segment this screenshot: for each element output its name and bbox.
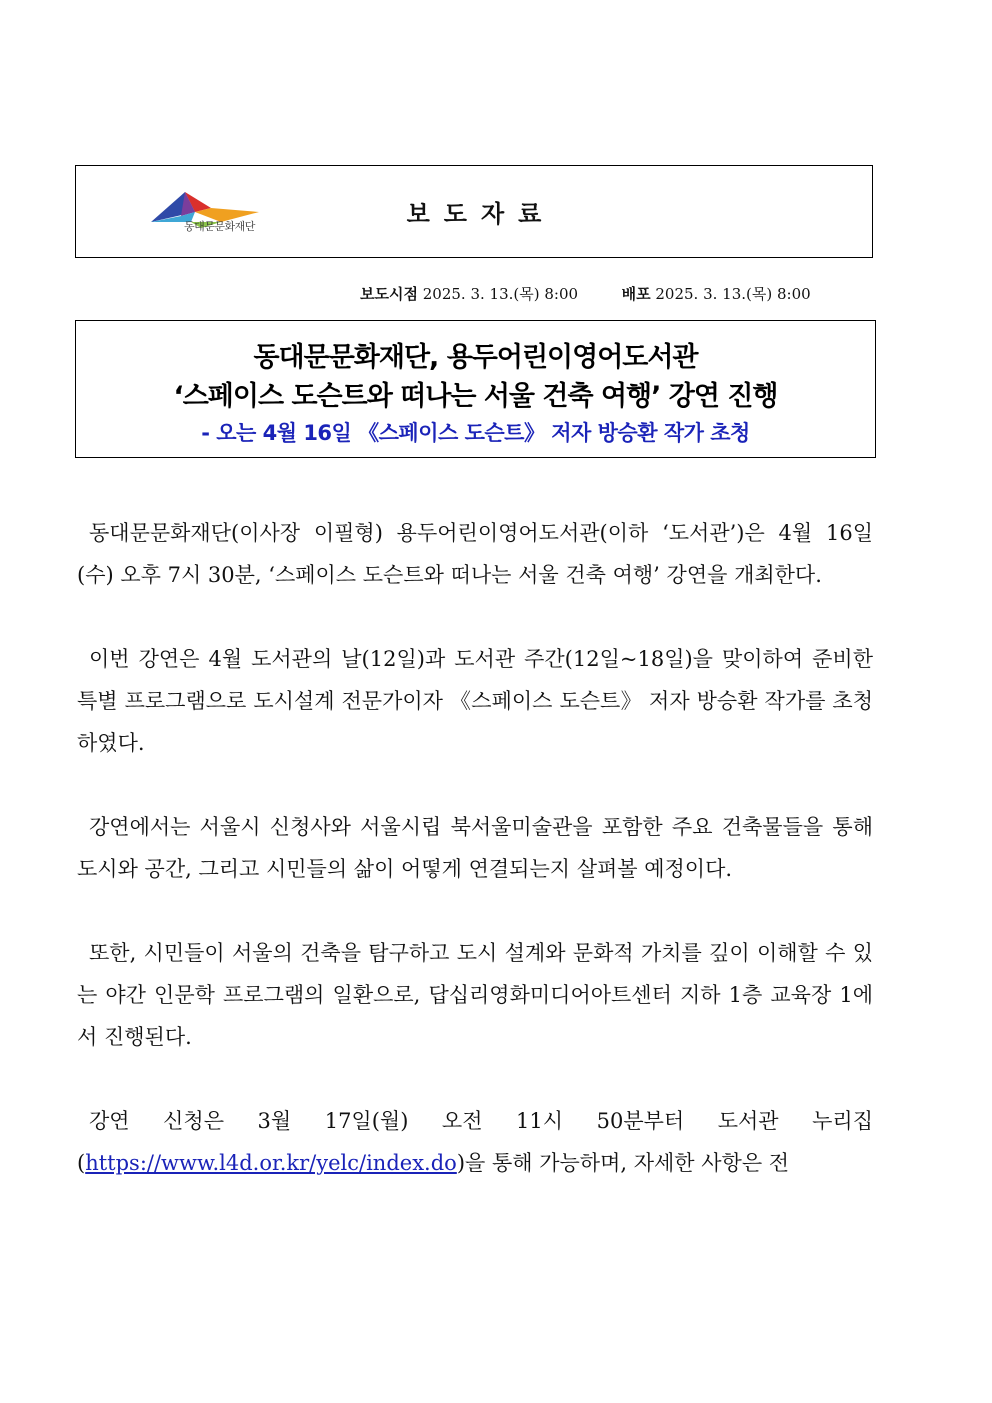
headline-subtitle: - 오는 4월 16일 《스페이스 도슨트》 저자 방승환 작가 초청: [201, 421, 750, 445]
press-release-title: 보도자료: [406, 199, 556, 228]
distribution-label: 배포: [621, 285, 651, 303]
logo-text: 동대문문화재단: [184, 220, 255, 233]
press-header: [75, 165, 873, 258]
headline-line-2: ‘스페이스 도슨트와 떠나는 서울 건축 여행’ 강연 진행: [173, 381, 778, 412]
paragraph-5-end: )을 통해 가능하며, 자세한 사항은 전: [456, 1151, 790, 1175]
paragraph-4: 또한, 시민들이 서울의 건축을 탐구하고 도시 설계와 문화적 가치를 깊이 이해할 수 있는 야간 인문학 프로그램의 일환으로, 답십리영화미디어아트센터 지하 1층 교육장 1에서 진행된다.: [77, 941, 873, 1049]
paragraph-5: [77, 1100, 873, 1184]
library-website-link[interactable]: https://www.l4d.or.kr/yelc/index.do: [85, 1151, 457, 1175]
paragraph-1: 동대문문화재단(이사장 이필형) 용두어린이영어도서관(이하 ‘도서관’)은 4월 16일(수) 오후 7시 30분, ‘스페이스 도슨트와 떠나는 서울 건축 여행’ 강연을 개최한다.: [77, 521, 873, 587]
paragraph-2: 이번 강연은 4월 도서관의 날(12일)과 도서관 주간(12일~18일)을 맞이하여 준비한 특별 프로그램으로 도시설계 전문가이자 《스페이스 도슨트》 저자 방승환 작가를 초청하였다.: [77, 647, 873, 755]
paragraph-5-start: 강연 신청은 3월 17일(월) 오전 11시 50분부터 도서관 누리집(: [77, 1109, 873, 1175]
release-time-label: 보도시점: [360, 285, 418, 303]
release-meta: [360, 283, 811, 304]
paragraph-3: 강연에서는 서울시 신청사와 서울시립 북서울미술관을 포함한 주요 건축물들을 통해 도시와 공간, 그리고 시민들의 삶이 어떻게 연결되는지 살펴볼 예정이다.: [77, 815, 873, 881]
headline-box: [75, 320, 876, 458]
headline-line-1: 동대문문화재단, 용두어린이영어도서관: [253, 342, 698, 373]
article-body: [77, 512, 873, 1226]
distribution-value: 2025. 3. 13.(목) 8:00: [655, 285, 811, 303]
release-time-value: 2025. 3. 13.(목) 8:00: [422, 285, 579, 303]
